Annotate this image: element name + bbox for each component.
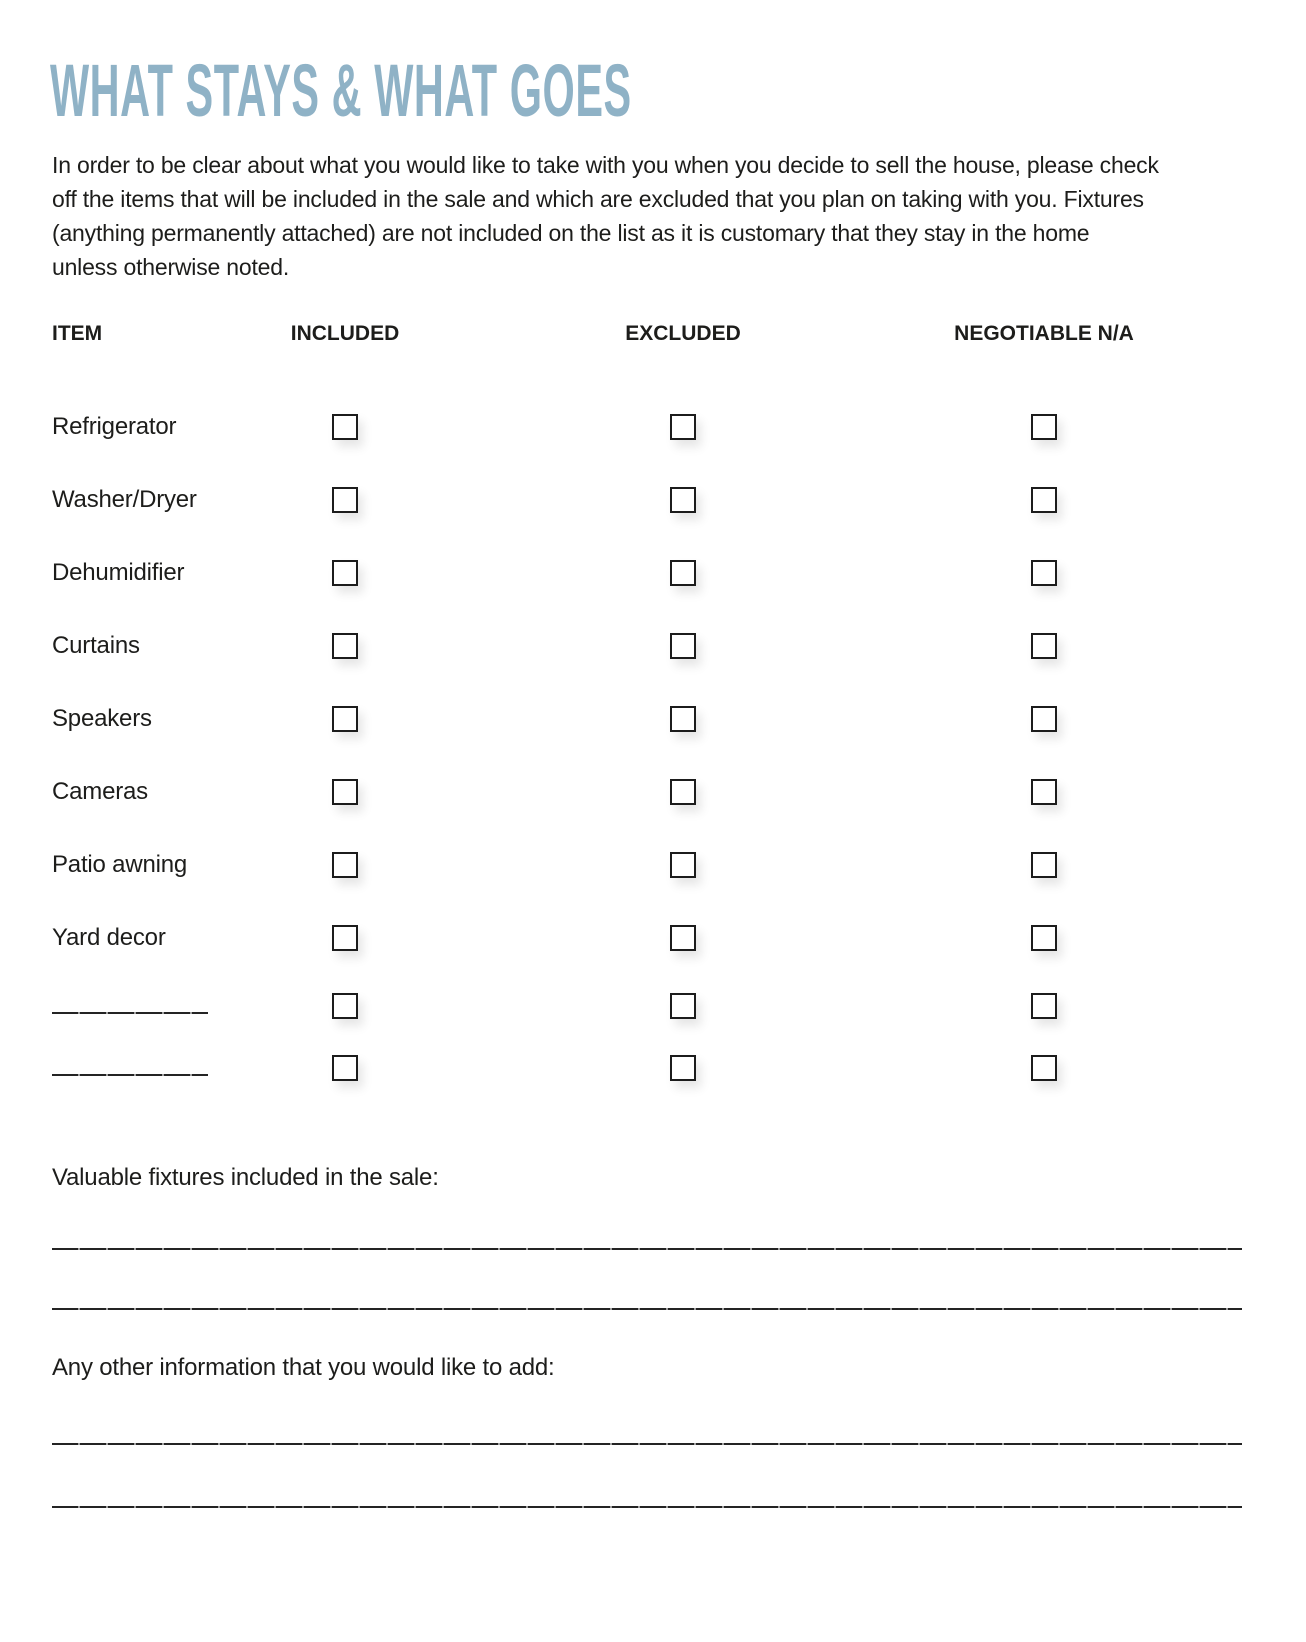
checklist-row (52, 553, 1254, 593)
included-checkbox[interactable] (332, 852, 358, 878)
blank-item-write-line[interactable] (52, 1012, 208, 1014)
checklist-row (52, 626, 1254, 666)
included-checkbox[interactable] (332, 1055, 358, 1081)
checklist-header-row (52, 322, 1254, 352)
checklist-row (52, 918, 1254, 958)
excluded-checkbox[interactable] (670, 487, 696, 513)
negotiable-checkbox[interactable] (1031, 925, 1057, 951)
valuable-fixtures-label: Valuable fixtures included in the sale: (52, 1164, 439, 1191)
column-header-negotiable: NEGOTIABLE N/A (954, 322, 1134, 345)
fixtures-write-line-2[interactable] (52, 1308, 1242, 1310)
excluded-checkbox[interactable] (670, 633, 696, 659)
checklist-row (52, 480, 1254, 520)
checklist-row (52, 407, 1254, 447)
checklist-row (52, 986, 1254, 1026)
negotiable-checkbox[interactable] (1031, 560, 1057, 586)
column-header-excluded: EXCLUDED (625, 322, 741, 345)
blank-item-write-line[interactable] (52, 1074, 208, 1076)
fixtures-write-line-1[interactable] (52, 1248, 1242, 1250)
other-info-label: Any other information that you would like to add: (52, 1354, 555, 1381)
excluded-checkbox[interactable] (670, 925, 696, 951)
negotiable-checkbox[interactable] (1031, 633, 1057, 659)
column-header-included: INCLUDED (290, 322, 400, 345)
item-label: Yard decor (52, 924, 166, 951)
item-label: Speakers (52, 705, 152, 732)
excluded-checkbox[interactable] (670, 993, 696, 1019)
included-checkbox[interactable] (332, 706, 358, 732)
negotiable-checkbox[interactable] (1031, 414, 1057, 440)
included-checkbox[interactable] (332, 414, 358, 440)
negotiable-checkbox[interactable] (1031, 706, 1057, 732)
checklist-row (52, 845, 1254, 885)
item-label: Refrigerator (52, 413, 177, 440)
intro-text: In order to be clear about what you would like to take with you when you decide to sell the house, please check off the items that will be included in the sale and which are excluded that you plan on taking with you. Fixtures (anything permanently attached) are not included on the list as it is customary that they stay in the home unless otherwise noted. (52, 152, 1159, 280)
other-info-write-line-2[interactable] (52, 1506, 1242, 1508)
checklist-row (52, 699, 1254, 739)
item-label: Patio awning (52, 851, 188, 878)
excluded-checkbox[interactable] (670, 560, 696, 586)
checklist-row (52, 1048, 1254, 1088)
negotiable-checkbox[interactable] (1031, 779, 1057, 805)
excluded-checkbox[interactable] (670, 852, 696, 878)
page-title: WHAT STAYS & WHAT GOES (50, 49, 632, 132)
excluded-checkbox[interactable] (670, 706, 696, 732)
included-checkbox[interactable] (332, 925, 358, 951)
column-header-item: ITEM (52, 322, 103, 345)
negotiable-checkbox[interactable] (1031, 852, 1057, 878)
excluded-checkbox[interactable] (670, 779, 696, 805)
checklist-row (52, 772, 1254, 812)
included-checkbox[interactable] (332, 560, 358, 586)
included-checkbox[interactable] (332, 633, 358, 659)
negotiable-checkbox[interactable] (1031, 1055, 1057, 1081)
item-label: Washer/Dryer (52, 486, 197, 513)
negotiable-checkbox[interactable] (1031, 993, 1057, 1019)
other-info-write-line-1[interactable] (52, 1443, 1242, 1445)
item-label: Dehumidifier (52, 559, 185, 586)
excluded-checkbox[interactable] (670, 1055, 696, 1081)
included-checkbox[interactable] (332, 487, 358, 513)
excluded-checkbox[interactable] (670, 414, 696, 440)
item-label: Curtains (52, 632, 140, 659)
included-checkbox[interactable] (332, 779, 358, 805)
included-checkbox[interactable] (332, 993, 358, 1019)
negotiable-checkbox[interactable] (1031, 487, 1057, 513)
item-label: Cameras (52, 778, 148, 805)
